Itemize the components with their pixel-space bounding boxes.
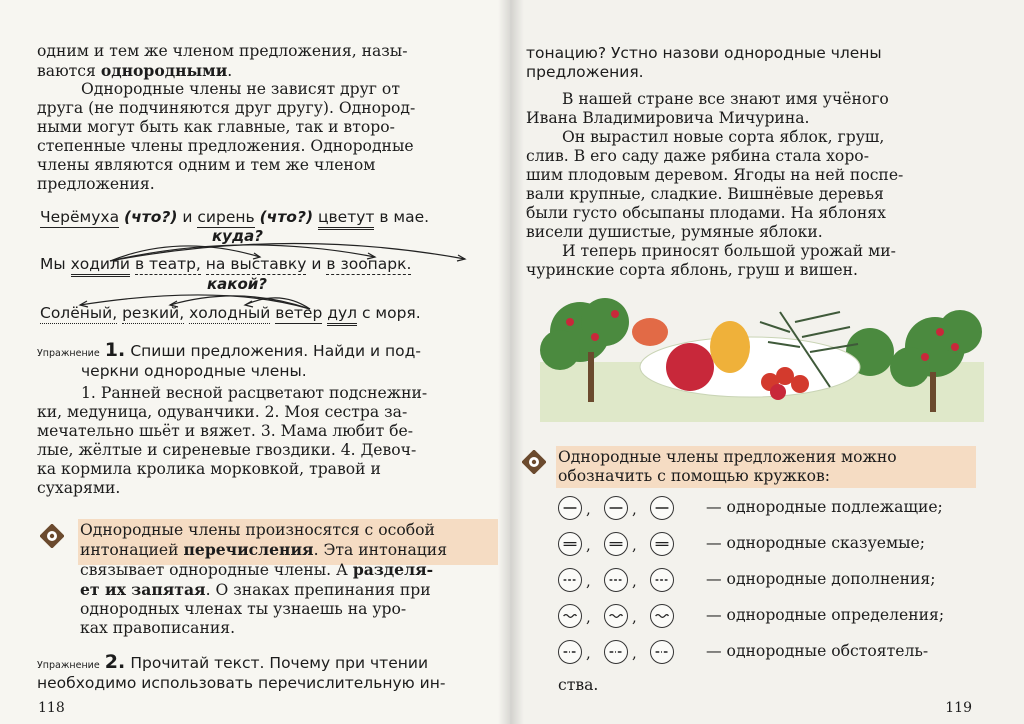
comma: , (586, 572, 591, 590)
circle-symbol-double (558, 532, 582, 556)
circle-symbol-double (650, 532, 674, 556)
comma: , (632, 572, 637, 590)
left-page (0, 0, 510, 724)
book-gutter (498, 0, 524, 724)
legend-row (558, 604, 998, 634)
circle-symbol-wavy (558, 604, 582, 628)
exercise-label: Упражнение (37, 348, 100, 359)
circle-symbol-double (604, 532, 628, 556)
exercise-line: ки, медуница, одуванчики. 2. Моя сестра за- (37, 403, 408, 421)
continued-line: тонацию? Устно назови однородные члены (526, 44, 882, 62)
text-line: шим плодовым деревом. Ягоды на ней поспе- (526, 166, 904, 184)
circle-symbol-single (650, 496, 674, 520)
legend-text: — однородные определения; (706, 606, 945, 624)
attribute-word: Солёный, (40, 304, 118, 322)
rule-line: связывает однородные члены. А разделя- (80, 560, 434, 579)
rule-line: Однородные члены произносятся с особой (80, 521, 435, 539)
circle-symbol-dashed (650, 568, 674, 592)
example-sentence-3: Солёный, резкий, холодный ветер дул с моря. (40, 303, 421, 323)
comma: , (586, 500, 591, 518)
comma: , (632, 644, 637, 662)
legend-tail: ства. (558, 676, 599, 694)
rule-line: интонацией перечисления. Эта интонация (80, 540, 448, 559)
circle-symbol-dashed (604, 568, 628, 592)
circle-symbol-wavy (650, 604, 674, 628)
object-word: на выставку (205, 255, 307, 273)
predicate-word: цветут (318, 208, 374, 230)
exercise-line: сухарями. (37, 479, 121, 497)
exercise-number: 2. (104, 651, 126, 673)
comma: , (632, 536, 637, 554)
exercise-label: Упражнение (37, 660, 100, 671)
circle-symbol-dashdot (558, 640, 582, 664)
exercise-task: Прочитай текст. Почему при чтении (130, 654, 429, 672)
paragraph-line: Однородные члены не зависят друг от (81, 80, 400, 98)
comma: , (586, 536, 591, 554)
text-line: чуринские сорта яблонь, груш и вишен. (526, 261, 858, 279)
exercise-task: черкни однородные члены. (81, 362, 307, 380)
text-line: были густо обсыпаны плодами. На яблонях (526, 204, 886, 222)
legend-text: — однородные сказуемые; (706, 534, 925, 552)
question-label: (что?) (259, 208, 314, 226)
circle-symbol-single (558, 496, 582, 520)
text-line: Он вырастил новые сорта яблок, груш, (562, 128, 885, 146)
continued-line: предложения. (526, 63, 644, 81)
text-line: вали крупные, сладкие. Вишнёвые деревья (526, 185, 884, 203)
example-question: какой? (207, 275, 267, 293)
circle-symbol-wavy (604, 604, 628, 628)
example-sentence-2: Мы ходили в театр, на выставку и в зоопарк. (40, 254, 411, 274)
text-line: В нашей стране все знают имя учёного (562, 90, 889, 108)
attribute-word: резкий, (122, 304, 185, 322)
exercise-number: 1. (104, 339, 126, 361)
text-line: висели душистые, румяные яблоки. (526, 223, 823, 241)
example-sentence-1: Черёмуха (что?) и сирень (что?) цветут в мае. (40, 207, 429, 227)
paragraph-line: степенные члены предложения. Однородные (37, 137, 414, 155)
rule-line: ках правописания. (80, 619, 236, 637)
rule-info-icon (40, 524, 64, 548)
rule-line: однородных членах ты узнаешь на уро- (80, 600, 407, 618)
comma: , (586, 608, 591, 626)
circle-symbol-single (604, 496, 628, 520)
circle-symbol-dashed (558, 568, 582, 592)
circle-symbol-dashdot (604, 640, 628, 664)
term-homogeneous: однородными (100, 61, 228, 80)
object-word: в зоопарк. (326, 255, 412, 273)
intro-text (37, 42, 492, 81)
rule-line: Однородные члены предложения можно (558, 448, 897, 466)
intro-line: ваются однородными. (37, 61, 233, 80)
rule-line: ет их запятая. О знаках препинания при (80, 580, 431, 599)
example-question: куда? (212, 227, 263, 245)
intro-line: одним и тем же членом предложения, назы- (37, 42, 408, 60)
page-number: 118 (38, 700, 65, 716)
exercise-2-continued (526, 44, 981, 82)
object-word: в театр, (134, 255, 201, 273)
predicate-word: ходили (71, 255, 130, 277)
rule-text (80, 521, 492, 638)
legend-row (558, 496, 998, 526)
subject-word: Черёмуха (40, 208, 120, 226)
legend-row (558, 640, 998, 670)
exercise-line: лые, жёлтые и сиреневые гвоздики. 4. Девоч- (37, 441, 417, 459)
subject-word: ветер (275, 304, 323, 322)
attribute-word: холодный (189, 304, 271, 322)
paragraph-line: ными могут быть как главные, так и второ- (37, 118, 395, 136)
paragraph-line: члены являются одним и тем же членом (37, 156, 376, 174)
exercise-line: ка кормила кролика морковкой, травой и (37, 460, 381, 478)
reading-text (526, 90, 981, 280)
exercise-task: необходимо использовать перечислительную ин- (37, 674, 446, 692)
exercise-line: 1. Ранней весной расцветают подснежни- (81, 384, 428, 402)
legend-text: — однородные дополнения; (706, 570, 936, 588)
rule-info-icon (522, 450, 546, 474)
paragraph-line: друга (не подчиняются друг другу). Однород- (37, 99, 416, 117)
rule-text (558, 448, 978, 486)
legend-row (558, 568, 998, 598)
exercise-task: Спиши предложения. Найди и под- (130, 342, 421, 360)
orchard-fruit-illustration (540, 292, 984, 422)
definition-paragraph (37, 80, 492, 194)
predicate-word: дул (327, 304, 357, 326)
paragraph-line: предложения. (37, 175, 155, 193)
question-label: (что?) (124, 208, 178, 226)
page-number: 119 (945, 700, 972, 716)
legend-row (558, 532, 998, 562)
legend-text: — однородные обстоятель- (706, 642, 929, 660)
comma: , (632, 608, 637, 626)
right-page (510, 0, 1024, 724)
text-line: И теперь приносят большой урожай ми- (562, 242, 896, 260)
rule-line: обозначить с помощью кружков: (558, 467, 831, 485)
text-line: Ивана Владимировича Мичурина. (526, 109, 810, 127)
legend-text: — однородные подлежащие; (706, 498, 943, 516)
exercise-line: мечательно шьёт и вяжет. 3. Мама любит бе- (37, 422, 414, 440)
comma: , (632, 500, 637, 518)
comma: , (586, 644, 591, 662)
exercise-1-text (37, 384, 492, 498)
circle-symbol-dashdot (650, 640, 674, 664)
text-line: слив. В его саду даже рябина стала хоро- (526, 147, 869, 165)
subject-word: сирень (197, 208, 255, 226)
